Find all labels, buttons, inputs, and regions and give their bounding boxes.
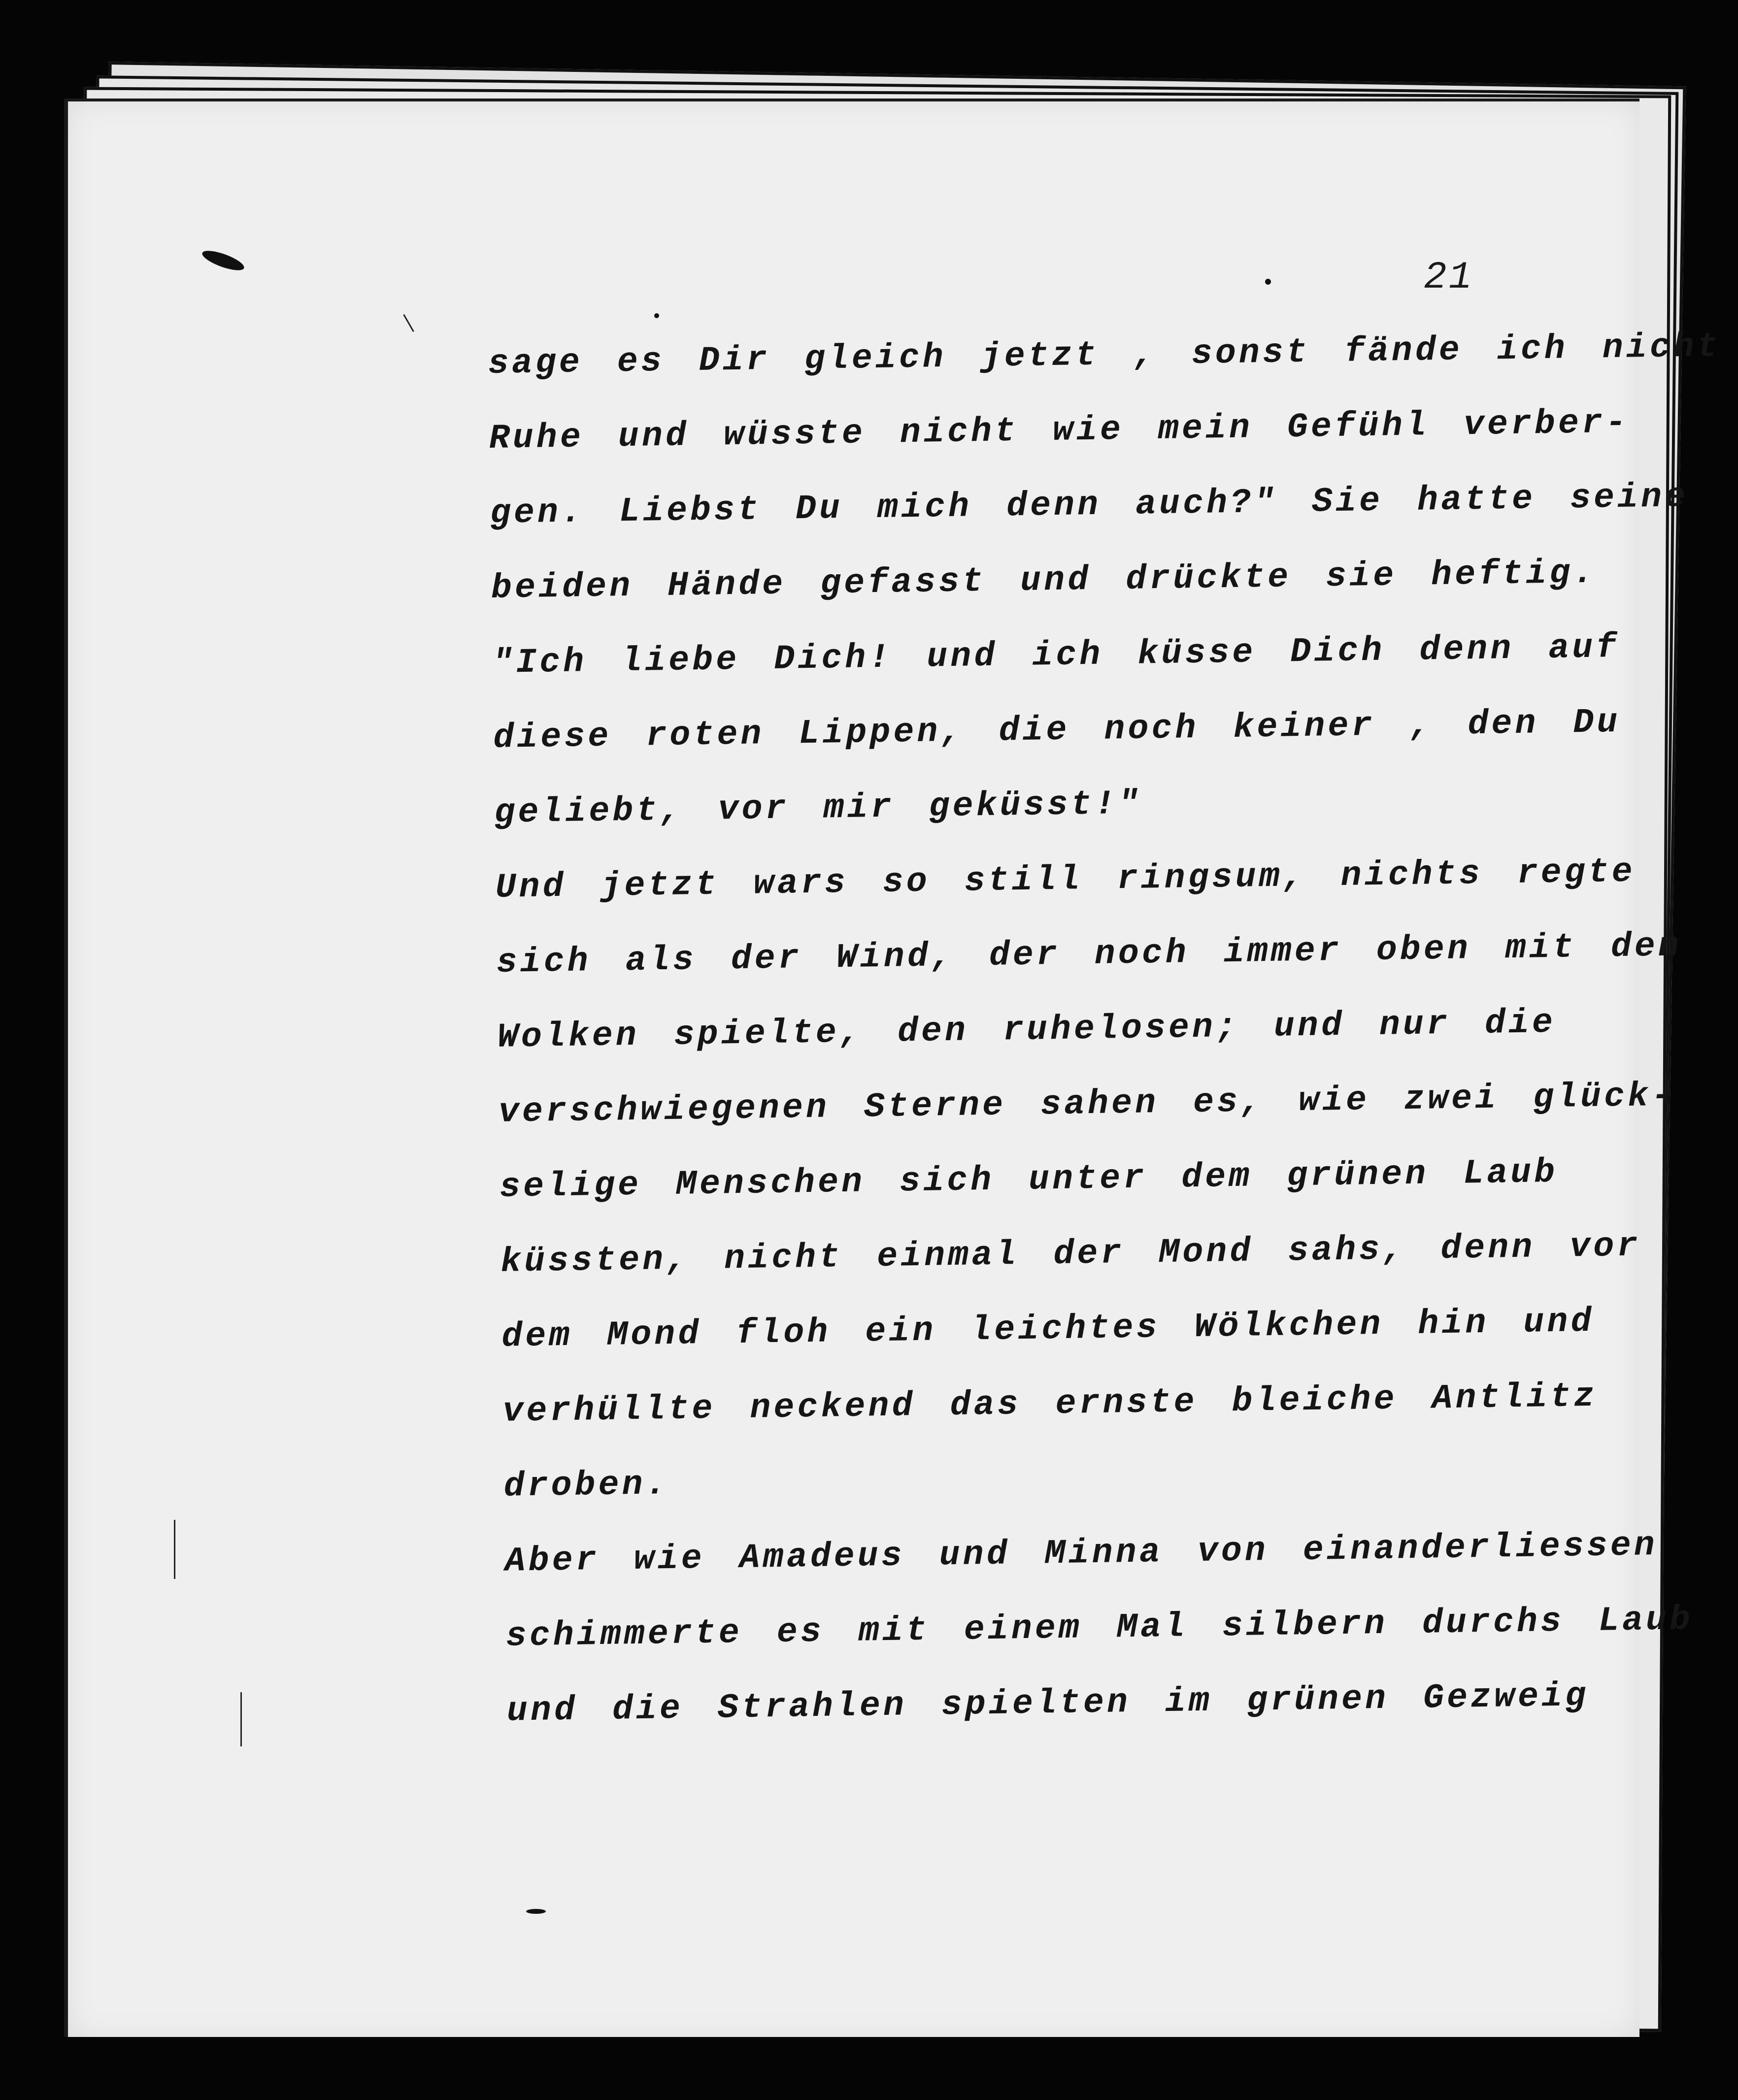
text-line: verschwiegenen Sterne sahen es, wie zwei glück-: [498, 1077, 1675, 1132]
text-line: Und jetzt wars so still ringsum, nichts regte: [495, 853, 1636, 908]
text-line: küssten, nicht einmal der Mond sahs, denn vor: [500, 1227, 1641, 1282]
text-line: sich als der Wind, der noch immer oben mit den: [496, 927, 1682, 983]
ink-blot: [526, 1909, 546, 1914]
ink-dot: [654, 313, 659, 318]
ink-dot: [1265, 279, 1271, 285]
text-line: diese roten Lippen, die noch keiner , den Du: [493, 703, 1621, 758]
ink-blot: [200, 247, 246, 274]
scratch-mark: [174, 1520, 175, 1579]
text-line: selige Menschen sich unter dem grünen Laub: [499, 1153, 1558, 1207]
page-number: 21: [1424, 256, 1474, 299]
text-line: schimmerte es mit einem Mal silbern durchs Laub: [505, 1601, 1694, 1656]
scratch-mark: [240, 1692, 242, 1746]
text-line: geliebt, vor mir geküsst!": [494, 785, 1142, 833]
text-line: droben.: [503, 1465, 670, 1507]
text-line: verhüllte neckend das ernste bleiche Antlitz: [502, 1377, 1598, 1432]
typed-text: [488, 324, 1721, 1762]
text-line: und die Strahlen spielten im grünen Gezweig: [506, 1677, 1589, 1731]
text-line: dem Mond floh ein leichtes Wölkchen hin und: [501, 1302, 1595, 1357]
text-line: gen. Liebst Du mich denn auch?" Sie hatte seine: [490, 478, 1689, 533]
text-line: Wolken spielte, den ruhelosen; und nur die: [497, 1003, 1556, 1057]
text-line: Ruhe und wüsste nicht wie mein Gefühl verber-: [489, 403, 1630, 459]
scratch-mark: [403, 314, 414, 332]
text-line: Aber wie Amadeus und Minna von einanderliessen: [504, 1526, 1658, 1581]
text-line: beiden Hände gefasst und drückte sie heftig.: [491, 554, 1597, 608]
text-line: sage es Dir gleich jetzt , sonst fände ich nicht: [488, 328, 1721, 384]
text-line: "Ich liebe Dich! und ich küsse Dich denn auf: [492, 628, 1620, 683]
